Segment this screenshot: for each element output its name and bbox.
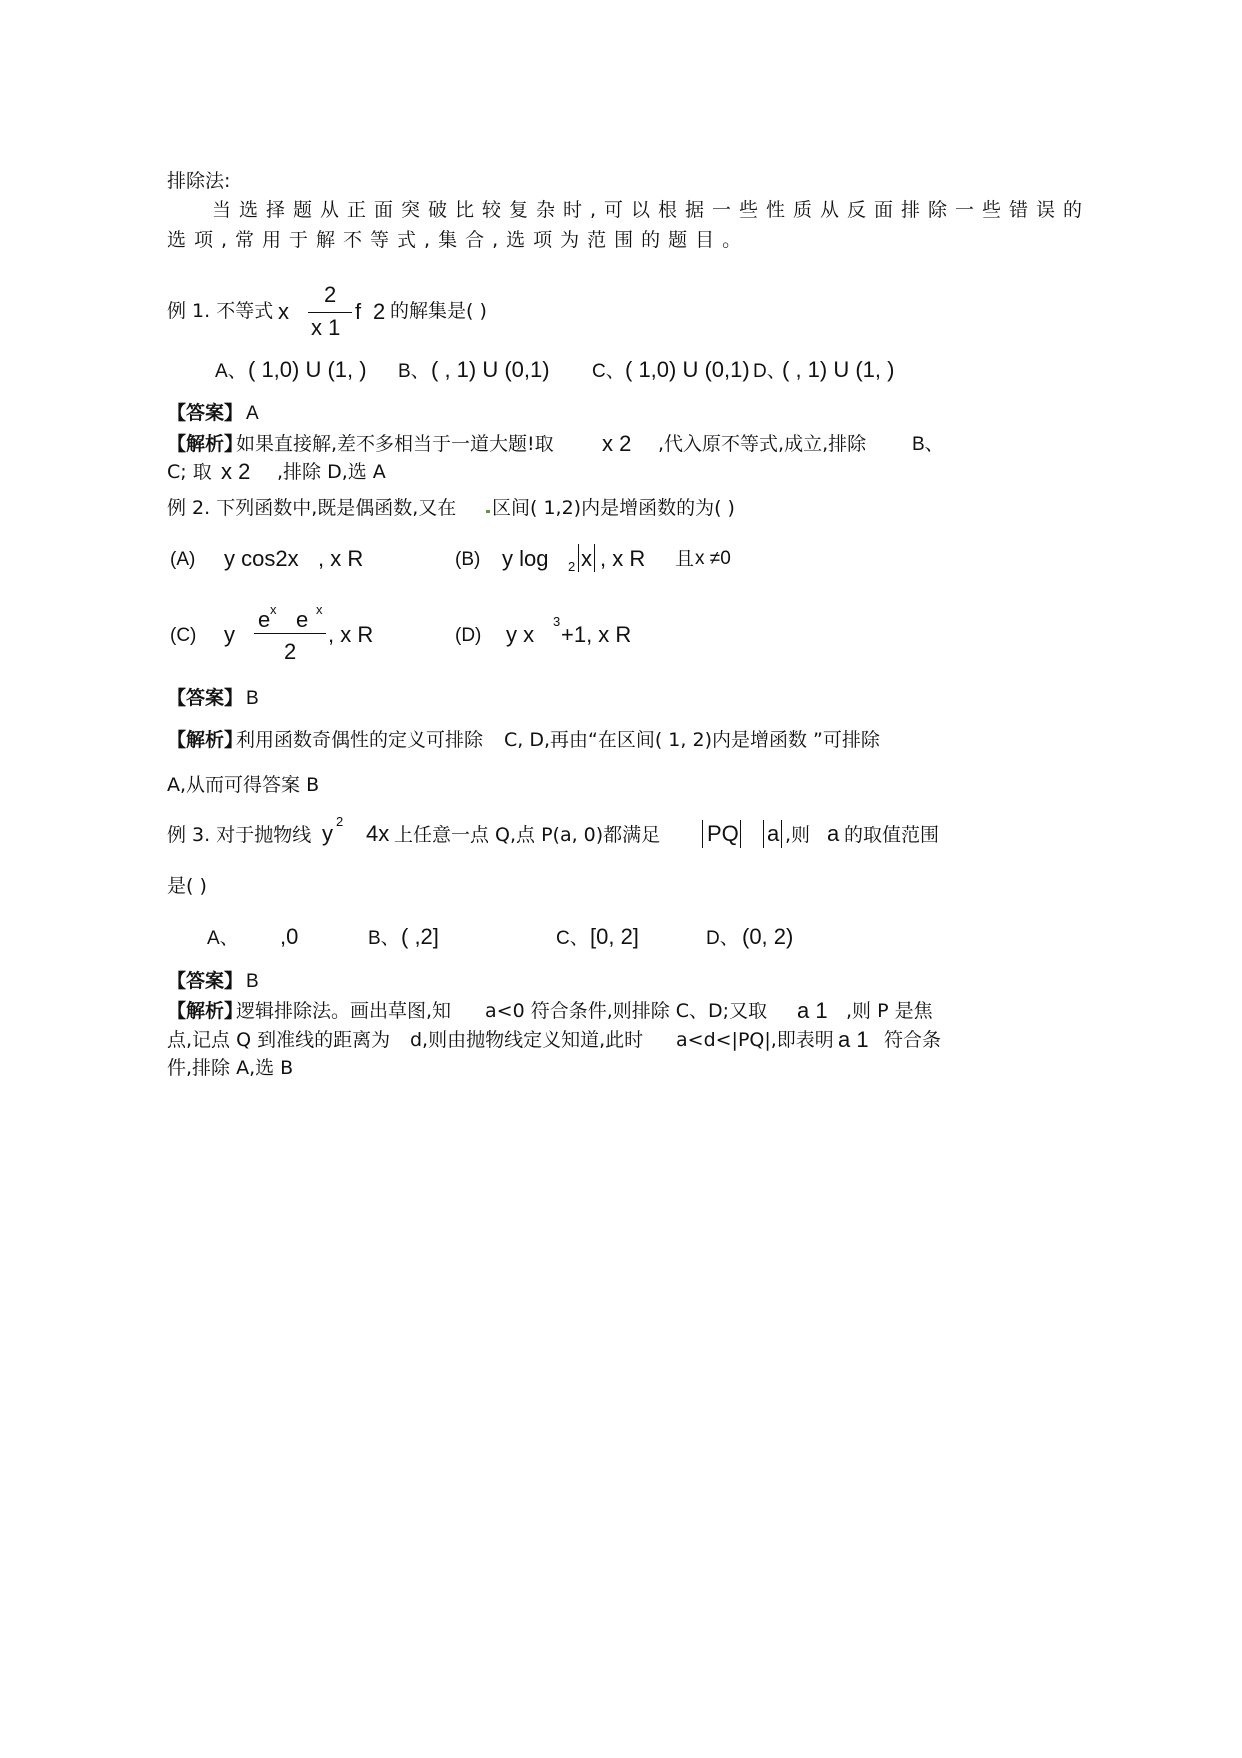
ex2-option-b-cond: 且 <box>675 548 695 570</box>
ex3-analysis-line2-4: 符合条 <box>884 1029 942 1051</box>
ex2-option-d-y: y x <box>506 622 535 647</box>
ex3-mid: 上任意一点 Q,点 P(a, 0)都满足 <box>394 824 661 846</box>
ex2-answer: B <box>246 688 259 709</box>
ex2-abs-left <box>578 544 579 572</box>
ex3-answer-tag: 【答案】 <box>167 970 244 992</box>
ex2-analysis-2: C, D,再由“在区间( 1, 2)内是增函数 ”可排除 <box>504 729 880 751</box>
ex1-option-b-label: B、 <box>398 361 430 382</box>
ex3-analysis-1: 逻辑排除法。画出草图,知 <box>236 1000 452 1022</box>
ex3-abs-a-right <box>781 820 782 848</box>
ex2-option-d-rest: +1, x R <box>561 622 632 647</box>
ex2-option-c-sup2: x <box>316 602 323 617</box>
ex3-abs-pq-right <box>740 820 741 848</box>
ex2-option-a-label: (A) <box>170 549 196 570</box>
ex3-answer: B <box>246 971 259 992</box>
ex1-analysis-1: 如果直接解,差不多相当于一道大题!取 <box>236 433 554 455</box>
ex3-analysis-line2-3: a<d<|PQ|,即表明 <box>676 1029 834 1051</box>
ex2-option-d-label: (D) <box>455 625 482 646</box>
ex2-prefix: 例 2. 下列函数中,既是偶函数,又在 <box>167 497 457 519</box>
ink-speck <box>486 510 490 513</box>
ex2-option-c-e1: e <box>258 607 271 632</box>
ex3-analysis-line2-1: 点,记点 Q 到准线的距离为 <box>167 1029 391 1051</box>
ex1-x: x <box>278 299 289 324</box>
ex3-tail2: 的取值范围 <box>844 824 940 846</box>
ex1-option-a-value: ( 1,0) U (1, ) <box>248 357 367 382</box>
ex2-abs-right <box>594 544 595 572</box>
ex1-numerator: 2 <box>324 282 337 307</box>
ex3-analysis-line3: 件,排除 A,选 B <box>167 1057 294 1079</box>
ex2-answer-tag: 【答案】 <box>167 687 244 709</box>
ex2-option-c-domain: , x R <box>328 622 374 647</box>
ex3-tail: ,则 <box>785 824 811 846</box>
ex1-option-d-label: D、 <box>753 361 786 382</box>
ex3-a-var: a <box>827 821 840 846</box>
ex3-line2: 是( ) <box>167 875 207 897</box>
ex1-option-c-value: ( 1,0) U (0,1) <box>625 357 750 382</box>
ex3-y: y <box>322 821 333 846</box>
ex3-option-a-label: A、 <box>207 928 239 949</box>
ex2-option-c-e2: e <box>296 607 309 632</box>
ex3-option-b-value: ( ,2] <box>401 924 439 949</box>
ex3-option-b-label: B、 <box>368 928 400 949</box>
ex1-f: f <box>355 299 362 324</box>
ex1-analysis-4: C; 取 <box>167 461 212 483</box>
ex2-option-b-y: y log <box>502 546 549 571</box>
ex2-analysis-1: 利用函数奇偶性的定义可排除 <box>236 729 484 751</box>
ex1-denominator: x 1 <box>311 315 341 340</box>
ex2-option-b-label: (B) <box>455 549 481 570</box>
ex1-analysis-x: x 2 <box>602 431 632 456</box>
ex3-ysup: 2 <box>336 814 344 829</box>
ex1-option-a-label: A、 <box>215 361 247 382</box>
ex3-prefix: 例 3. 对于抛物线 <box>167 824 312 846</box>
ex2-option-a-expr: y cos2x <box>224 546 299 571</box>
ex2-option-c-y: y <box>224 622 235 647</box>
ex2-option-c-den: 2 <box>284 639 297 664</box>
ex3-analysis-line2-a: a 1 <box>838 1027 869 1052</box>
ex3-abs-a-left <box>763 820 764 848</box>
ex3-rhs: 4x <box>366 821 390 846</box>
ex3-analysis-a1: a 1 <box>797 998 828 1023</box>
ex1-analysis-tag: 【解析】 <box>167 433 244 455</box>
ex1-option-d-value: ( , 1) U (1, ) <box>782 357 895 382</box>
ex3-abs-pq-left <box>702 820 703 848</box>
ex1-option-c-label: C、 <box>592 361 625 382</box>
ex1-answer: A <box>246 403 259 424</box>
ex2-option-b-base: 2 <box>568 559 576 574</box>
ex1-analysis-5: ,排除 D,选 A <box>277 461 386 483</box>
ex3-analysis-tag: 【解析】 <box>167 1000 244 1022</box>
ex1-suffix: 的解集是( ) <box>390 300 487 322</box>
ex2-fraction-bar <box>254 633 326 634</box>
intro-line-1: 当选择题从正面突破比较复杂时,可以根据一些性质从反面排除一些错误的 <box>212 199 1091 221</box>
ex3-option-d-label: D、 <box>706 928 739 949</box>
ex2-analysis-3: A,从而可得答案 B <box>167 774 320 796</box>
ex1-analysis-3: B、 <box>912 434 944 455</box>
ex2-option-d-sup: 3 <box>553 614 561 629</box>
ex1-analysis-x2: x 2 <box>221 459 251 484</box>
intro-line-2: 选项,常用于解不等式,集合,选项为范围的题目。 <box>167 229 750 251</box>
ex1-fraction-bar <box>308 312 352 313</box>
ex3-pq: PQ <box>707 821 739 846</box>
ex1-prefix: 例 1. 不等式 <box>167 300 274 322</box>
ex3-option-c-label: C、 <box>556 928 589 949</box>
ex3-analysis-3: ,则 P 是焦 <box>846 1000 933 1022</box>
ex2-interval: 区间( 1,2)内是增函数的为( ) <box>492 497 735 519</box>
ex1-option-b-value: ( , 1) U (0,1) <box>431 357 550 382</box>
ex2-option-c-label: (C) <box>170 625 197 646</box>
ex2-option-c-sup1: x <box>270 602 277 617</box>
ex3-analysis-2: a<0 符合条件,则排除 C、D;又取 <box>485 1000 768 1022</box>
ex3-analysis-line2-2: d,则由抛物线定义知道,此时 <box>410 1029 644 1051</box>
ex2-option-b-x: x <box>581 546 592 571</box>
ex2-option-b-ne: x ≠0 <box>695 548 731 569</box>
ex1-answer-tag: 【答案】 <box>167 402 244 424</box>
ex3-option-d-value: (0, 2) <box>742 924 794 949</box>
section-heading: 排除法: <box>167 170 231 192</box>
ex3-a-abs: a <box>767 821 780 846</box>
ex1-analysis-2: ,代入原不等式,成立,排除 <box>658 433 867 455</box>
ex2-analysis-tag: 【解析】 <box>167 729 244 751</box>
ex2-option-b-domain: , x R <box>600 546 646 571</box>
ex2-option-a-domain: , x R <box>318 546 364 571</box>
ex3-option-a-value: ,0 <box>280 924 299 949</box>
ex3-option-c-value: [0, 2] <box>590 924 639 949</box>
ex1-rhs: 2 <box>373 299 386 324</box>
